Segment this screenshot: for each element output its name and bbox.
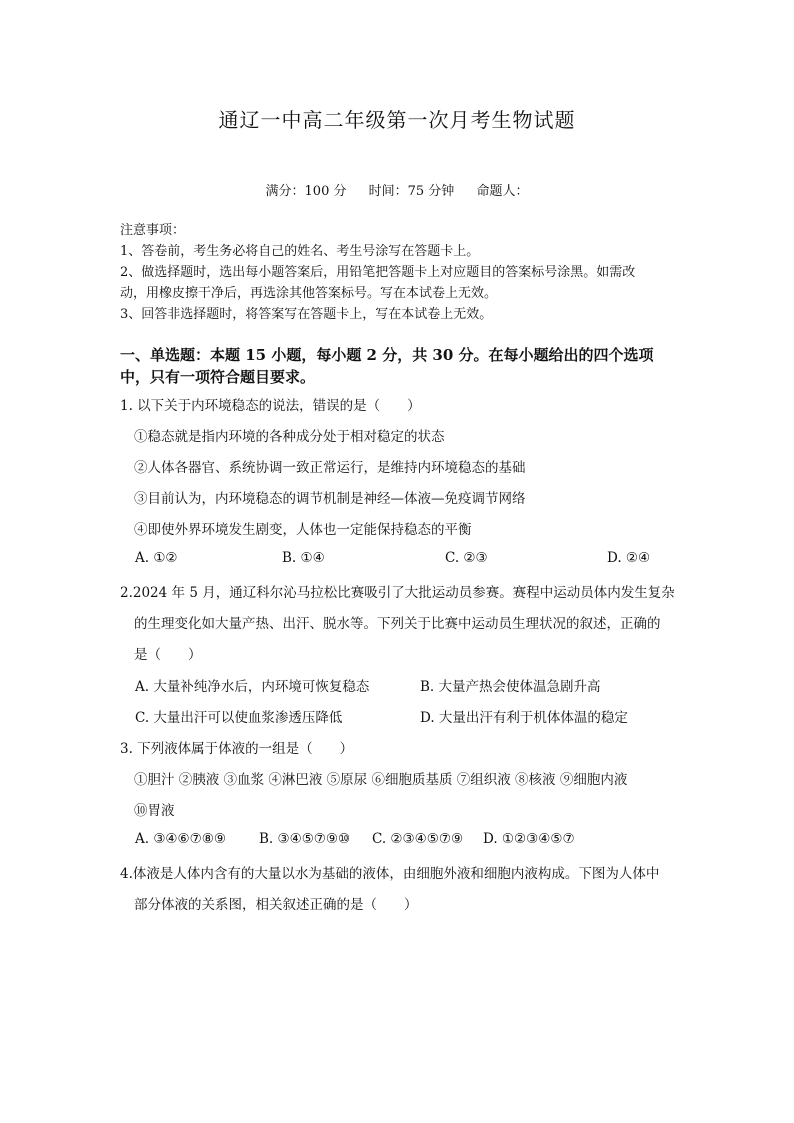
exam-author: 命题人： xyxy=(476,184,529,199)
section-heading-line2: 中，只有一项符合题目要求。 xyxy=(120,368,316,386)
q4-stem-line2: 部分体液的关系图，相关叙述正确的是（ ） xyxy=(134,897,418,913)
q1-statement-2: ②人体各器官、系统协调一致正常运行，是维持内环境稳态的基础 xyxy=(134,460,526,476)
section-heading-line1: 一、单选题：本题 15 小题，每小题 2 分，共 30 分。在每小题给出的四个选项 xyxy=(120,346,654,364)
q1-option-c: C. ②③ xyxy=(445,550,488,566)
notice-item-2: 2、做选择题时，选出每小题答案后，用铅笔把答题卡上对应题目的答案标号涂黑。如需改 xyxy=(120,265,636,280)
q2-option-d: D. 大量出汗有利于机体体温的稳定 xyxy=(420,710,628,726)
q1-statement-3: ③目前认为，内环境稳态的调节机制是神经—体液—免疫调节网络 xyxy=(134,491,526,507)
q2-option-c: C. 大量出汗可以使血浆渗透压降低 xyxy=(135,710,343,726)
q4-stem-line1: 4.体液是人体内含有的大量以水为基础的液体，由细胞外液和细胞内液构成。下图为人体中 xyxy=(120,866,660,882)
full-marks: 满分：100 分 xyxy=(265,184,347,199)
notice-heading: 注意事项： xyxy=(120,223,186,238)
q3-option-d: D. ①②③④⑤⑦ xyxy=(483,831,575,847)
q2-option-b: B. 大量产热会使体温急剧升高 xyxy=(420,679,601,695)
q3-option-b: B. ③④⑤⑦⑨⑩ xyxy=(259,831,351,847)
q1-option-d: D. ②④ xyxy=(607,550,651,566)
q2-option-a: A. 大量补纯净水后，内环境可恢复稳态 xyxy=(135,679,370,695)
q3-option-a: A. ③④⑥⑦⑧⑨ xyxy=(135,831,226,847)
q2-stem-line2: 的生理变化如大量产热、出汗、脱水等。下列关于比赛中运动员生理状况的叙述，正确的 xyxy=(134,616,661,632)
q2-stem-line1: 2.2024 年 5 月，通辽科尔沁马拉松比赛吸引了大批运动员参赛。赛程中运动员体内发生复杂 xyxy=(120,585,675,601)
notice-item-1: 1、答卷前，考生务必将自己的姓名、考生号涂写在答题卡上。 xyxy=(120,244,480,259)
exam-meta xyxy=(0,180,794,199)
q1-option-a: A. ①② xyxy=(135,550,178,566)
q1-statement-1: ①稳态就是指内环境的各种成分处于相对稳定的状态 xyxy=(134,429,445,445)
exam-time: 时间：75 分钟 xyxy=(368,184,455,199)
q3-option-c: C. ②③④⑤⑦⑨ xyxy=(372,831,464,847)
notice-item-3: 3、回答非选择题时，将答案写在答题卡上，写在本试卷上无效。 xyxy=(120,307,493,322)
q1-stem: 1. 以下关于内环境稳态的说法，错误的是（ ） xyxy=(120,398,421,414)
exam-title: 通辽一中高二年级第一次月考生物试题 xyxy=(218,108,576,132)
q3-stem: 3. 下列液体属于体液的一组是（ ） xyxy=(120,741,354,757)
q2-stem-line3: 是（ ） xyxy=(134,647,202,663)
notice-item-2-cont: 动，用橡皮擦干净后，再选涂其他答案标号。写在本试卷上无效。 xyxy=(120,286,498,301)
q1-statement-4: ④即使外界环境发生剧变，人体也一定能保持稳态的平衡 xyxy=(134,522,472,538)
q3-items-line2: ⑩胃液 xyxy=(134,803,175,819)
q1-option-b: B. ①④ xyxy=(282,550,325,566)
q3-items-line1: ①胆汁 ②胰液 ③血浆 ④淋巴液 ⑤原尿 ⑥细胞质基质 ⑦组织液 ⑧核液 ⑨细胞内液 xyxy=(134,772,628,788)
